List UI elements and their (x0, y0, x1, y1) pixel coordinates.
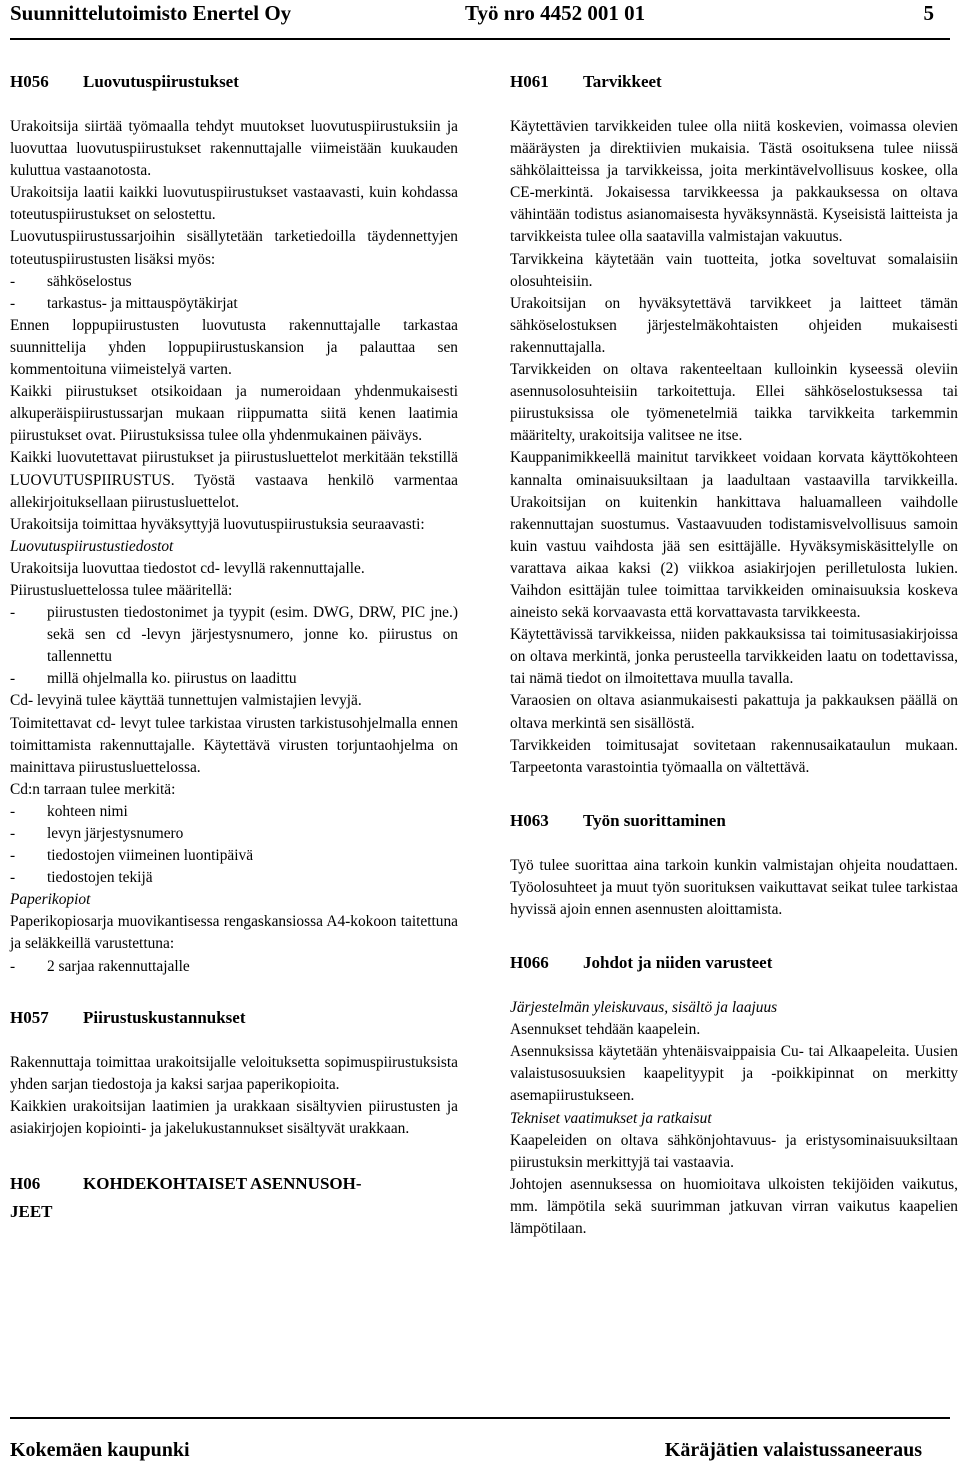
paragraph: Ennen loppupiirustusten luovutusta rakennuttajalle tarkastaa suunnittelija yhden loppupiirustuskansion ja palauttaa sen kommentoituna viimeistelyä varten. (10, 316, 458, 379)
section-heading-h061 (510, 70, 958, 94)
footer-client: Kokemäen kaupunki (10, 1439, 190, 1461)
header-company: Suunnittelutoimisto Enertel Oy (10, 1, 292, 25)
section-heading-h06 (10, 1170, 458, 1226)
paragraph: Kauppanimikkeellä mainitut tarvikkeet voidaan korvata käyttökohteen kannalta ominaisuuksiltaan ja laadultaan vastaavilla tarvikkeilla. Urakoitsijan on kuitenkin hankittava haluamalleen vaihdolle rakennuttajan suostumus. Vastaavuuden todistamisvelvollisuus samoin kuin vastuu vaihdosta jää sen esittäjälle. Hyväksymiskäsittelylle on varattava aikaa kaksi (2) viikkoa asiakirjojen perilletulosta lukien. Vaihdon esittäjän tulee toimittaa tarvikkeiden ominaisuuksia koskeva aineisto sekä korvaavasta että korvattavasta tarvikkeesta. (510, 449, 958, 622)
paragraph: Paperikopiosarja muovikantisessa rengaskansiossa A4-kokoon taitettuna ja seläkkeillä varustettuna: (10, 913, 458, 953)
header-divider (10, 38, 950, 40)
paragraph: Toimitettavat cd- levyt tulee tarkistaa virusten tarkistusohjelmalla ennen toimittamista rakennuttajalle. Käytettävä virusten torjuntaohjelma on mainittava piirustusluettelossa. (10, 714, 458, 776)
list-item: - millä ohjelmalla ko. piirustus on laadittu (10, 668, 458, 690)
header-page-number: 5 (923, 1, 934, 25)
subheading: Paperikopiot (10, 891, 91, 909)
subheading: Järjestelmän yleiskuvaus, sisältö ja laajuus (510, 999, 778, 1017)
section-code: H057 (10, 1007, 49, 1027)
paragraph: Asennukset tehdään kaapelein. (510, 1021, 701, 1039)
header-work-number: Työ nro 4452 001 01 (465, 1, 646, 25)
section-title: Johdot ja niiden varusteet (583, 953, 773, 973)
paragraph: Urakoitsija toimittaa hyväksyttyjä luovutuspiirustuksia seuraavasti: (10, 515, 425, 533)
section-title: Luovutuspiirustukset (83, 72, 239, 91)
paragraph: Tarvikkeina käytetään vain tuotteita, jotka soveltuvat somalaisiin olosuhteisiin. (510, 250, 958, 290)
subheading: Tekniset vaatimukset ja ratkaisut (510, 1109, 712, 1127)
section-heading-h066 (510, 951, 958, 975)
paragraph: Kaikki piirustukset otsikoidaan ja numeroidaan yhdenmukaisesti alkuperäispiirustussarjan mukaan riippumatta siitä kenen laatimia piirustukset ovat. Piirustuksissa tulee olla yhdenmukainen päiväys. (10, 383, 458, 445)
section-heading-h057 (10, 1006, 458, 1030)
paragraph: Käytettävien tarvikkeiden tulee olla niitä koskevien, voimassa olevien määräysten ja direktiivien mukaisia. Tästä osoituksena tulee niissä sähkölaitteissa ja tarvikkeissa, joita merkintävelvollisuus koskee, olla CE-merkintä. Jokaisessa tarvikkeessa ja pakkauksessa on oltava vähintään todistus asianomaisesta hyväksynnästä. Kyseisistä laitteista ja tarvikkeista tulee olla saatavilla valmistajan vakuutus. (510, 118, 958, 246)
list-item: - 2 sarjaa rakennuttajalle (10, 956, 458, 978)
list-item: - tiedostojen viimeinen luontipäivä (10, 845, 458, 867)
list-item: - levyn järjestysnumero (10, 823, 458, 845)
list-item: - sähköselostus (10, 271, 458, 293)
paragraph: Johtojen asennuksessa on huomioitava ulkoisten tekijöiden vaikutus, mm. lämpötila sekä suurimman jatkuvan virran vaikutus kaapelien lämpötilaan. (510, 1175, 958, 1238)
section-heading-h063 (510, 809, 958, 833)
paragraph: Tarvikkeiden toimitusajat sovitetaan rakennusaikataulun mukaan. Tarpeetonta varastointia työmaalla on vältettävä. (510, 736, 958, 776)
paragraph: Asennuksissa käytetään yhtenäisvaippaisia Cu- tai Alkaapeleita. Uusien valaistusosuuksien kaapelityypit ja -poikkipinnat on merkitty asemapiirustukseen. (510, 1043, 958, 1105)
paragraph: Urakoitsija luovuttaa tiedostot cd- levyllä rakennuttajalle. (10, 559, 365, 577)
section-title: KOHDEKOHTAISET ASENNUSOH- (83, 1174, 362, 1194)
paragraph: Tarvikkeiden on oltava rakenteeltaan kulloinkin kyseessä oleviin asennusolosuhteisiin tarkoitettuja. Ellei sähköselostuksessa tai piirustuksissa ole työmenetelmiä taikka tarvikkeita tarkemmin määritelty, urakoitsija valitsee ne itse. (510, 361, 958, 445)
paragraph: Cd- levyinä tulee käyttää tunnettujen valmistajien levyjä. (10, 692, 362, 710)
paragraph: Rakennuttaja toimittaa urakoitsijalle veloituksetta sopimuspiirustuksista yhden sarjan tiedostoja ja kaksi sarjaa paperikopioita. (10, 1053, 458, 1093)
paragraph: Kaikkien urakoitsijan laatimien ja urakkaan sisältyvien piirustusten ja asiakirjojen kopiointi- ja jakelukustannukset sisältyvät urakkaan. (10, 1097, 458, 1137)
section-title-continued: JEET (10, 1202, 53, 1222)
footer-project: Käräjätien valaistussaneeraus (664, 1439, 922, 1461)
page-header (8, 0, 950, 34)
paragraph: Kaikki luovutettavat piirustukset ja piirustusluettelot merkitään tekstillä LUOVUTUSPIIRUSTUS. Työstä vastaava henkilö varmentaa allekirjoituksellaan piirustusluettelot. (10, 449, 458, 511)
list-item: - tiedostojen tekijä (10, 867, 458, 889)
section-heading-h056 (10, 70, 458, 94)
paragraph: Kaapeleiden on oltava sähkönjohtavuus- ja eristysominaisuuksiltaan piirustuksin merkittyjä tai vastaavia. (510, 1131, 958, 1171)
paragraph: Cd:n tarraan tulee merkitä: (10, 780, 176, 798)
paragraph: Urakoitsija laatii kaikki luovutuspiirustukset vastaavasti, kuin kohdassa toteutuspiirustukset on selostettu. (10, 184, 458, 224)
section-code: H066 (510, 953, 549, 973)
paragraph: Käytettävissä tarvikkeissa, niiden pakkauksissa tai toimitusasiakirjoissa on oltava merkintä, jonka perusteella tarvikkeiden laatu on todettavissa, tai nämä tiedot on ilmoitettava muulla tavalla. (510, 626, 958, 688)
section-title: Tarvikkeet (583, 72, 662, 91)
section-code: H056 (10, 72, 49, 91)
paragraph: Urakoitsijan on hyväksytettävä tarvikkeet ja laitteet tämän sähköselostuksen järjestelmäkohtaisten ohjeiden mukaisesti rakennuttajalla. (510, 294, 958, 356)
section-code: H06 (10, 1174, 41, 1194)
left-column (10, 64, 458, 1248)
right-column (510, 64, 958, 1240)
paragraph: Luovutuspiirustussarjoihin sisällytetään tarketiedoilla täydennettyjen toteutuspiirustusten lisäksi myös: (10, 228, 458, 268)
section-code: H063 (510, 810, 549, 830)
section-title: Piirustuskustannukset (83, 1007, 246, 1027)
paragraph: Varaosien on oltava asianmukaisesti pakattuja ja pakkauksen päällä on oltava merkintä sen sisällöstä. (510, 692, 958, 732)
section-code: H061 (510, 72, 549, 91)
list-item: - piirustusten tiedostonimet ja tyypit (esim. DWG, DRW, PIC jne.) sekä sen cd -levyn järjestysnumero, jonne ko. piirustus on tallennettu (10, 602, 458, 668)
list-item: - tarkastus- ja mittauspöytäkirjat (10, 293, 458, 315)
section-title: Työn suorittaminen (583, 810, 726, 830)
paragraph: Työ tulee suorittaa aina tarkoin kunkin valmistajan ohjeita noudattaen. Työolosuhteet ja muut työn suorituksen vaikuttavat seikat tulee tarkistaa hyvissä ajoin ennen asennusten aloittamista. (510, 856, 958, 918)
paragraph: Piirustusluettelossa tulee määritellä: (10, 581, 233, 599)
subheading: Luovutuspiirustustiedostot (10, 537, 174, 555)
paragraph: Urakoitsija siirtää työmaalla tehdyt muutokset luovutuspiirustuksiin ja luovuttaa luovutuspiirustukset rakennuttajalle viimeistään kuukauden kuluttua vastaanotosta. (10, 118, 458, 180)
list-item: - kohteen nimi (10, 801, 458, 823)
footer-divider (10, 1417, 950, 1419)
